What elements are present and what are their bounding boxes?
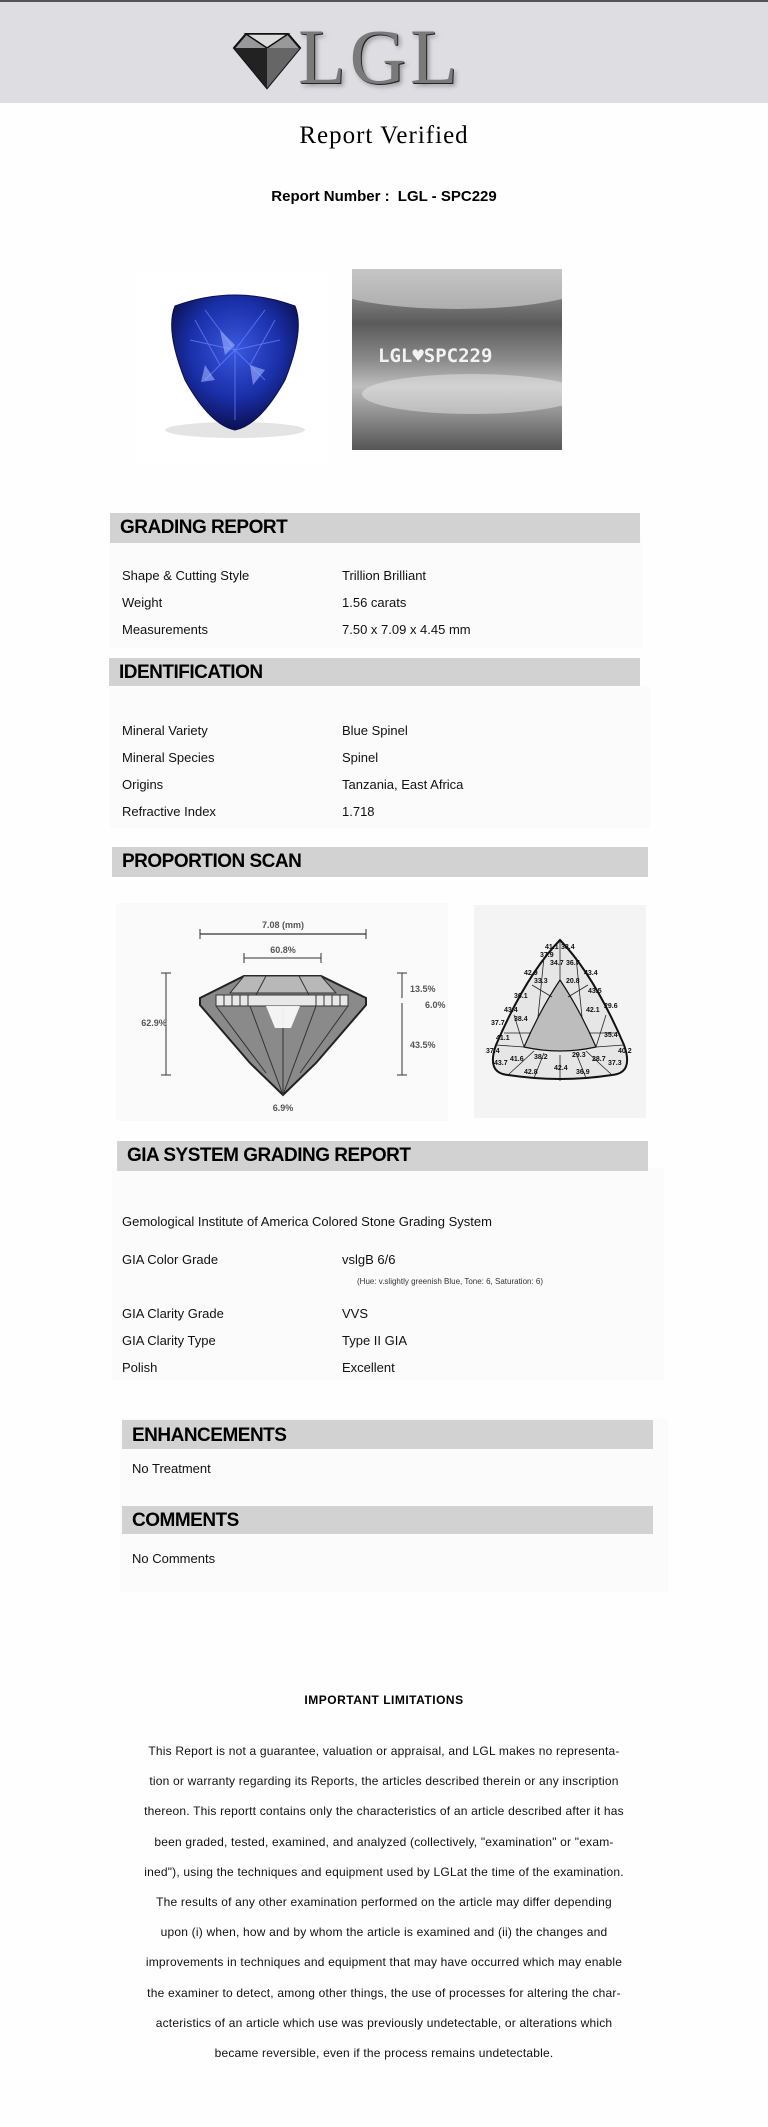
facet-value: 29.3 [572, 1052, 586, 1059]
gia-clarity-type-label: GIA Clarity Type [122, 1333, 216, 1348]
grading-report-heading: GRADING REPORT [120, 517, 288, 538]
measurements-label: Measurements [122, 622, 208, 637]
page-title: Report Verified [299, 122, 469, 149]
facet-value: 36.9 [576, 1069, 590, 1076]
gia-clarity-grade-label: GIA Clarity Grade [122, 1306, 224, 1321]
refractive-index-label: Refractive Index [122, 804, 216, 819]
enhancements-value: No Treatment [132, 1461, 211, 1476]
report-number-label: Report Number : [271, 188, 390, 205]
grading-report-header [110, 513, 640, 543]
limitations-line: acteristics of an article which use was previously undetectable, or alterations which [155, 2015, 613, 2030]
gia-clarity-type-value: Type II GIA [342, 1333, 408, 1348]
crown-label: 13.5% [410, 984, 436, 994]
depth-label: 62.9% [141, 1018, 167, 1028]
polish-value: Excellent [342, 1360, 395, 1375]
facet-value: 42.9 [524, 970, 538, 977]
facet-value: 42.1 [586, 1007, 600, 1014]
gia-intro: Gemological Institute of America Colored Stone Grading System [122, 1214, 492, 1229]
shape-value: Trillion Brilliant [342, 568, 427, 583]
facet-value: 36.7 [566, 960, 580, 967]
facet-value: 41.1 [545, 944, 559, 951]
gia-report-heading: GIA SYSTEM GRADING REPORT [127, 1145, 411, 1166]
pavilion-label: 43.5% [410, 1040, 436, 1050]
limitations-line: became reversible, even if the process remains undetectable. [214, 2046, 554, 2061]
facet-value: 40.2 [618, 1048, 632, 1055]
enhancements-header [122, 1420, 653, 1449]
facet-value: 43.5 [588, 988, 602, 995]
facet-value: 28.7 [592, 1056, 606, 1063]
limitations-line: upon (i) when, how and by whom the article is examined and (ii) the changes and [160, 1925, 608, 1940]
limitations-line: thereon. This reportt contains only the characteristics of an article described after it has [144, 1804, 624, 1819]
mineral-species-value: Spinel [342, 750, 379, 765]
comments-header [122, 1506, 653, 1534]
width-label: 7.08 (mm) [261, 920, 305, 930]
facet-value: 33.3 [534, 978, 548, 985]
table-label: 60.8% [270, 945, 296, 955]
logo-text: LGL [298, 13, 462, 100]
inscription-photo [352, 269, 562, 450]
facet-value: 41.6 [510, 1056, 524, 1063]
proportion-scan-header [112, 847, 648, 877]
blue-trillion-gem-image [135, 270, 327, 462]
mineral-variety-value: Blue Spinel [342, 723, 408, 738]
facet-value: 37.7 [491, 1020, 505, 1027]
limitations-line: the examiner to detect, among other things, the use of processes for altering the char- [147, 1985, 621, 2000]
mineral-variety-label: Mineral Variety [122, 723, 208, 738]
limitations-line: The results of any other examination performed on the article may differ depending [156, 1895, 612, 1910]
limitations-title: IMPORTANT LIMITATIONS [304, 1693, 464, 1707]
facet-value: 43.4 [584, 970, 598, 977]
facet-value: 41.1 [496, 1035, 510, 1042]
weight-value: 1.56 carats [342, 595, 407, 610]
limitations-line: been graded, tested, examined, and analyzed (collectively, "examination" or "exam- [154, 1834, 614, 1849]
identification-header [109, 658, 640, 686]
comments-value: No Comments [132, 1551, 216, 1566]
facet-value: 43.4 [504, 1007, 518, 1014]
gia-color-grade-label: GIA Color Grade [122, 1252, 219, 1267]
facet-value: 36.1 [514, 993, 528, 1000]
refractive-index-value: 1.718 [342, 804, 375, 819]
proportion-scan-heading: PROPORTION SCAN [122, 851, 302, 872]
limitations-line: This Report is not a guarantee, valuation or appraisal, and LGL makes no representa- [148, 1744, 620, 1758]
limitations-line: improvements in techniques and equipment that may have occurred which may enable [145, 1955, 623, 1970]
gia-clarity-grade-value: VVS [342, 1306, 369, 1321]
laser-inscription-image [352, 269, 562, 450]
limitations-line: tion or warranty regarding its Reports, the articles described therein or any inscription [149, 1774, 619, 1789]
facet-value: 43.7 [494, 1060, 508, 1067]
weight-label: Weight [122, 595, 163, 610]
facet-value: 42.4 [554, 1065, 568, 1072]
enhancements-heading: ENHANCEMENTS [132, 1425, 287, 1446]
lgl-logo [232, 13, 492, 100]
diamond-logo-icon [232, 26, 302, 90]
facet-value: 37.4 [486, 1048, 500, 1055]
gia-color-note: (Hue: v.slightly greenish Blue, Tone: 6, Saturation: 6) [357, 1277, 544, 1286]
limitations-body [114, 1736, 654, 2068]
facet-value: 35.4 [604, 1032, 618, 1039]
facet-value: 38.4 [514, 1016, 528, 1023]
mineral-species-label: Mineral Species [122, 750, 215, 765]
comments-heading: COMMENTS [132, 1510, 239, 1531]
proportion-side-diagram [116, 903, 448, 1121]
gia-color-grade-value: vslgB 6/6 [342, 1252, 396, 1267]
origins-value: Tanzania, East Africa [342, 777, 464, 792]
shape-label: Shape & Cutting Style [122, 568, 250, 583]
gem-photo [135, 270, 327, 462]
limitations-line: ined"), using the techniques and equipment used by LGLat the time of the examination. [144, 1864, 624, 1879]
facet-value: 42.8 [524, 1069, 538, 1076]
facet-value: 20.8 [566, 978, 580, 985]
culet-label: 6.9% [272, 1103, 294, 1113]
girdle-label: 6.0% [425, 1000, 446, 1010]
report-number [0, 188, 768, 205]
facet-value: 37.9 [540, 952, 554, 959]
identification-heading: IDENTIFICATION [119, 662, 263, 683]
report-number-value: LGL - SPC229 [397, 188, 497, 205]
facet-value: 37.3 [608, 1060, 622, 1067]
facet-value: 38.2 [534, 1054, 548, 1061]
origins-label: Origins [122, 777, 164, 792]
proportion-top-diagram [474, 905, 646, 1118]
polish-label: Polish [122, 1360, 158, 1375]
measurements-value: 7.50 x 7.09 x 4.45 mm [342, 622, 471, 637]
gia-panel [112, 1168, 664, 1380]
facet-value: 38.4 [561, 944, 575, 951]
facet-value: 34.7 [550, 960, 564, 967]
inscription-text: LGL♥SPC229 [378, 345, 493, 367]
gia-report-header [117, 1141, 648, 1171]
facet-value: 29.6 [604, 1003, 618, 1010]
header-banner [0, 2, 768, 103]
